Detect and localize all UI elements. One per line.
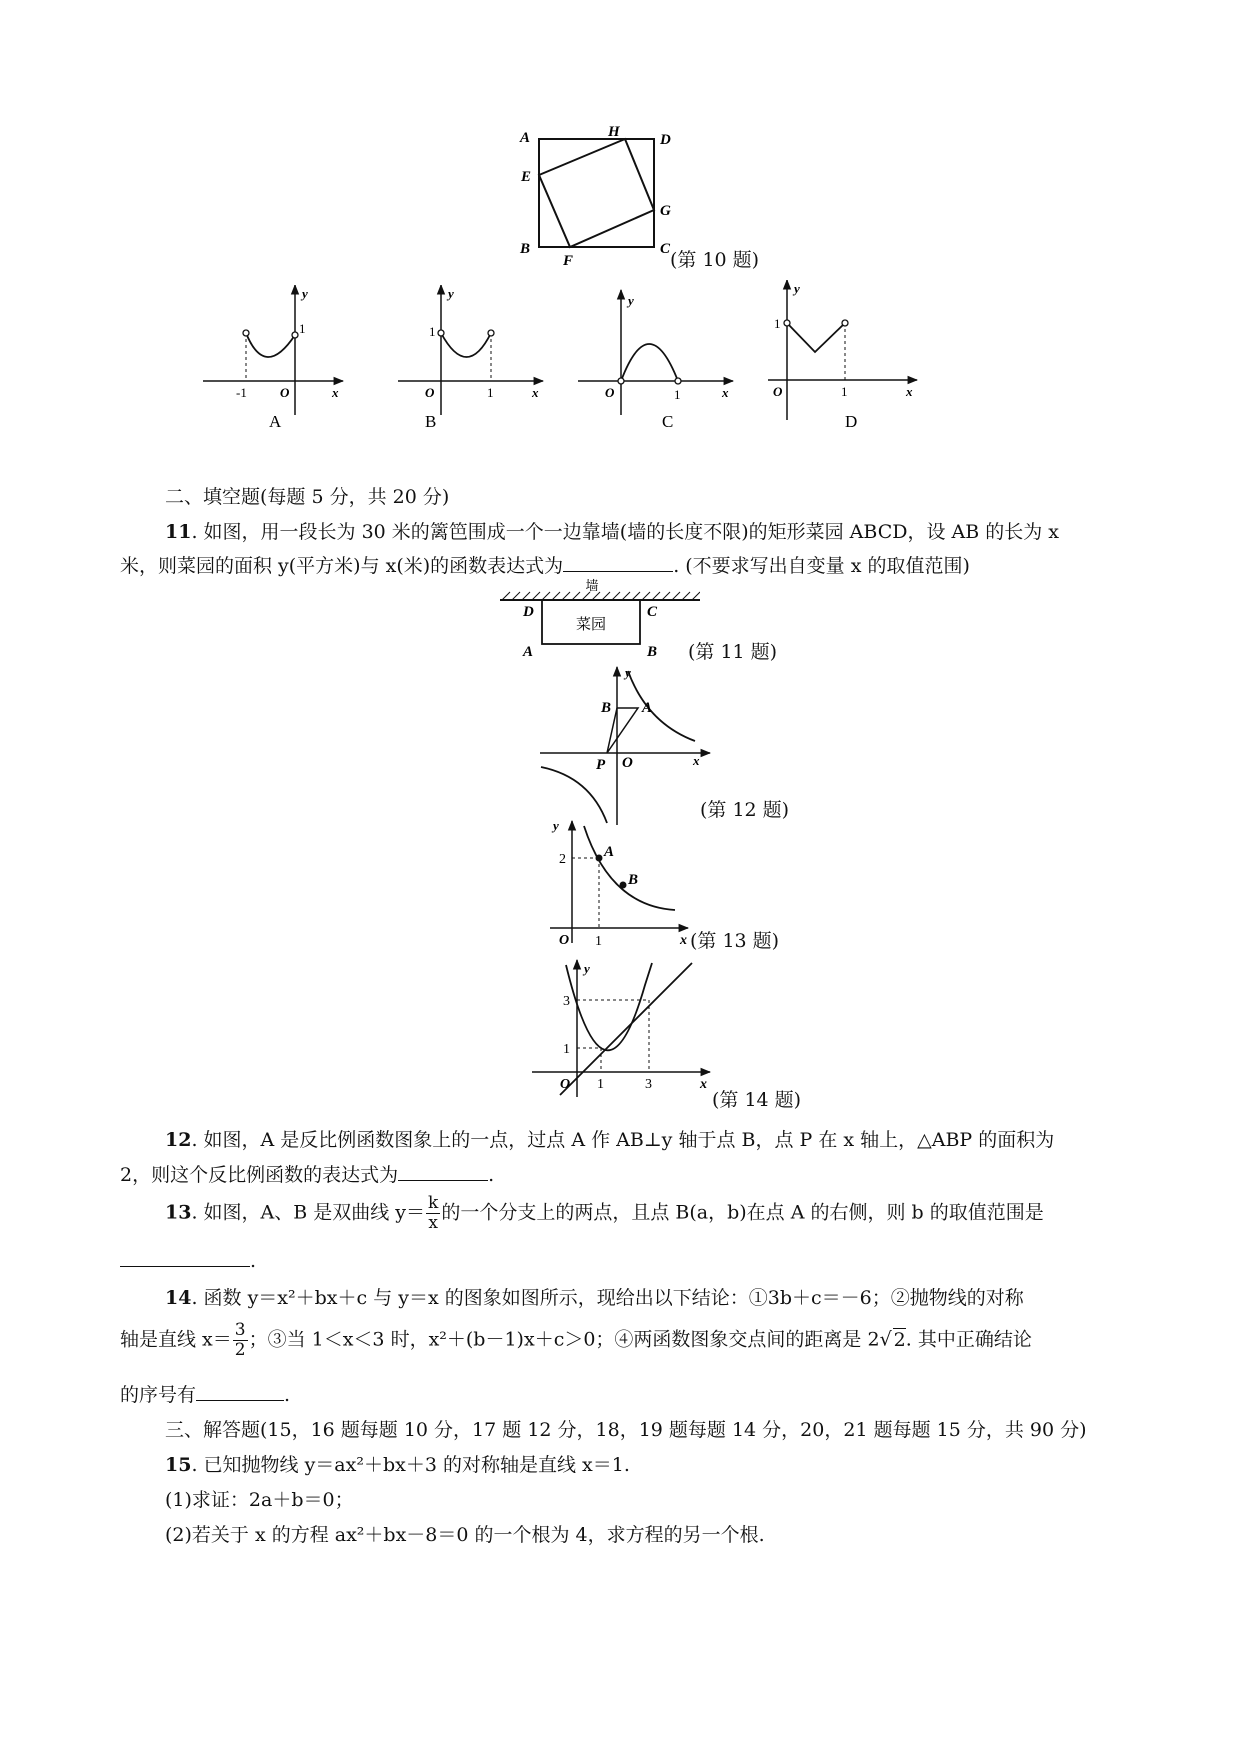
q11-answer-blank[interactable] <box>563 553 673 572</box>
q10-label-g: G <box>660 203 671 219</box>
option-d-origin: O <box>773 384 783 399</box>
option-d-letter: D <box>845 412 858 430</box>
q14-text-2b: ；③当 1＜x＜3 时，x²＋(b－1)x＋c＞0；④两函数图象交点间的距离是 2 <box>248 1328 880 1351</box>
q14-y-label: y <box>584 961 590 976</box>
q10-caption: (第 10 题) <box>670 249 760 271</box>
q14-text-1: . 函数 y＝x²＋bx＋c 与 y＝x 的图象如图所示，现给出以下结论：①3b＋c＝－6；②抛物线的对称 <box>191 1287 1024 1309</box>
option-a-letter: A <box>269 412 282 431</box>
option-d-tick-y1: 1 <box>774 316 781 331</box>
q13-fraction <box>426 1195 440 1232</box>
q14-origin: O <box>560 1077 571 1092</box>
option-b-tick-y1: 1 <box>429 324 436 339</box>
q12-label-b: B <box>601 700 612 716</box>
q14-tick-y1: 1 <box>563 1042 570 1057</box>
option-b-tick-x1: 1 <box>487 385 494 400</box>
q14-fraction-num: 3 <box>234 1320 246 1340</box>
q11-number: 11 <box>165 521 192 543</box>
q10-label-c: C <box>660 241 671 257</box>
option-c-tick-x1: 1 <box>674 387 681 402</box>
option-b-y-label: y <box>448 286 454 301</box>
q14-text-2a: 轴是直线 x＝ <box>120 1328 232 1351</box>
q10-label-d: D <box>660 132 671 148</box>
q12-text-2a: 2，则这个反比例函数的表达式为 <box>120 1164 399 1186</box>
q14-text-3a: 的序号有 <box>120 1384 197 1406</box>
q11-label-c: C <box>647 604 658 620</box>
q13-x-label: x <box>680 933 687 948</box>
sqrt-sign: √ <box>879 1328 892 1351</box>
q11-label-a: A <box>523 644 534 658</box>
option-a-origin: O <box>280 385 290 400</box>
q11-label-d: D <box>523 604 534 620</box>
q12-line-1 <box>165 1125 1054 1152</box>
q14-line-3 <box>120 1380 290 1407</box>
q13-tick-x1: 1 <box>595 934 602 948</box>
option-a-tick-neg1: -1 <box>236 385 247 400</box>
q14-tick-x1: 1 <box>597 1077 604 1092</box>
q12-number: 12 <box>165 1129 192 1151</box>
option-c-x-label: x <box>722 385 729 400</box>
option-b-graph <box>395 285 555 435</box>
q11-line-1 <box>165 517 1059 544</box>
q13-fraction-num: k <box>428 1193 439 1213</box>
option-d-tick-x1: 1 <box>841 384 848 399</box>
q12-x-label: x <box>693 753 700 768</box>
q13-label-b: B <box>628 872 639 888</box>
q12-label-o: O <box>622 755 633 771</box>
figure-q11 <box>500 578 700 658</box>
q12-label-a: A <box>642 700 653 716</box>
q12-y-label: y <box>625 665 631 680</box>
q13-line-2 <box>120 1248 256 1272</box>
option-a-tick-1: 1 <box>299 321 306 336</box>
q14-fraction <box>233 1322 248 1359</box>
q10-label-f: F <box>563 253 574 269</box>
q12-caption: (第 12 题) <box>700 799 790 821</box>
figure-q10 <box>515 120 815 270</box>
option-c-letter: C <box>662 412 674 431</box>
q13-fraction-den: x <box>428 1213 438 1233</box>
q11-caption: (第 11 题) <box>688 641 778 663</box>
option-d-x-label: x <box>906 384 913 399</box>
q14-tick-x3: 3 <box>645 1077 652 1092</box>
q11-label-b: B <box>647 644 658 658</box>
q11-text-2a: 米，则菜园的面积 y(平方米)与 x(米)的函数表达式为 <box>120 555 564 577</box>
option-d-y-label: y <box>794 281 800 296</box>
q13-text-1a: . 如图，A、B 是双曲线 y＝ <box>191 1201 426 1224</box>
q13-line-1 <box>165 1195 1044 1232</box>
q14-text-3b: . <box>284 1384 291 1406</box>
option-c-origin: O <box>605 385 615 400</box>
q14-x-label: x <box>700 1077 707 1092</box>
option-c-y-label: y <box>628 293 634 308</box>
q13-label-a: A <box>604 844 615 860</box>
q11-wall-label: 墙 <box>585 578 599 593</box>
q10-label-h: H <box>608 124 620 140</box>
section-3-heading: 三、解答题(15，16 题每题 10 分，17 题 12 分，18，19 题每题 14 分，20，21 题每题 15 分，共 90 分) <box>165 1419 1087 1441</box>
q12-text-2b: . <box>488 1164 495 1186</box>
q11-text-1: . 如图，用一段长为 30 米的篱笆围成一个一边靠墙(墙的长度不限)的矩形菜园 ABCD，设 AB 的长为 x <box>191 521 1059 543</box>
option-b-x-label: x <box>532 385 539 400</box>
q12-text-1: . 如图，A 是反比例函数图象上的一点，过点 A 作 AB⊥y 轴于点 B，点 P 在 x 轴上，△ABP 的面积为 <box>191 1129 1055 1151</box>
q14-line-2 <box>120 1322 1032 1359</box>
q13-text-1b: 的一个分支上的两点，且点 B(a，b)在点 A 的右侧，则 b 的取值范围是 <box>441 1201 1044 1224</box>
q12-line-2 <box>120 1160 494 1187</box>
figure-q13 <box>540 818 700 948</box>
q14-sqrt-value: 2 <box>893 1328 906 1351</box>
q15-number: 15 <box>165 1454 192 1476</box>
option-d-graph <box>765 280 930 430</box>
q10-label-a: A <box>520 130 531 146</box>
q12-label-p: P <box>596 757 606 773</box>
q13-y-label: y <box>553 818 559 833</box>
q15-part-1: (1)求证：2a＋b＝0； <box>165 1489 354 1511</box>
q15-part-2: (2)若关于 x 的方程 ax²＋bx－8＝0 的一个根为 4，求方程的另一个根. <box>165 1524 765 1546</box>
q10-label-e: E <box>521 169 532 185</box>
q12-answer-blank[interactable] <box>398 1162 488 1181</box>
option-a-y-label: y <box>302 286 308 301</box>
figure-q14 <box>530 955 720 1105</box>
q14-fraction-den: 2 <box>234 1340 246 1360</box>
q14-number: 14 <box>165 1287 192 1309</box>
q13-tick-y2: 2 <box>559 852 566 867</box>
q11-garden-label: 菜园 <box>575 617 607 633</box>
option-b-origin: O <box>425 385 435 400</box>
q13-number: 13 <box>165 1201 192 1224</box>
q14-tick-y3: 3 <box>563 994 570 1009</box>
option-a-x-label: x <box>332 385 339 400</box>
q15-line-1 <box>165 1450 630 1477</box>
figure-q12 <box>535 665 715 825</box>
section-2-heading: 二、填空题(每题 5 分，共 20 分) <box>165 486 450 508</box>
q11-text-2b: . (不要求写出自变量 x 的取值范围) <box>673 555 970 577</box>
q14-answer-blank[interactable] <box>196 1382 284 1401</box>
q14-caption: (第 14 题) <box>712 1089 802 1111</box>
q13-answer-blank[interactable] <box>120 1248 250 1267</box>
option-a-graph <box>200 285 350 435</box>
q13-origin: O <box>559 933 570 948</box>
q14-text-2c: . 其中正确结论 <box>905 1328 1032 1351</box>
q15-text-1: . 已知抛物线 y＝ax²＋bx＋3 的对称轴是直线 x＝1. <box>191 1454 630 1476</box>
option-b-letter: B <box>425 412 437 431</box>
q10-label-b: B <box>520 241 531 257</box>
option-c-graph <box>575 285 745 435</box>
q13-caption: (第 13 题) <box>690 930 780 952</box>
q11-line-2 <box>120 551 970 578</box>
q14-line-1 <box>165 1283 1024 1310</box>
q13-text-2: . <box>250 1250 257 1272</box>
